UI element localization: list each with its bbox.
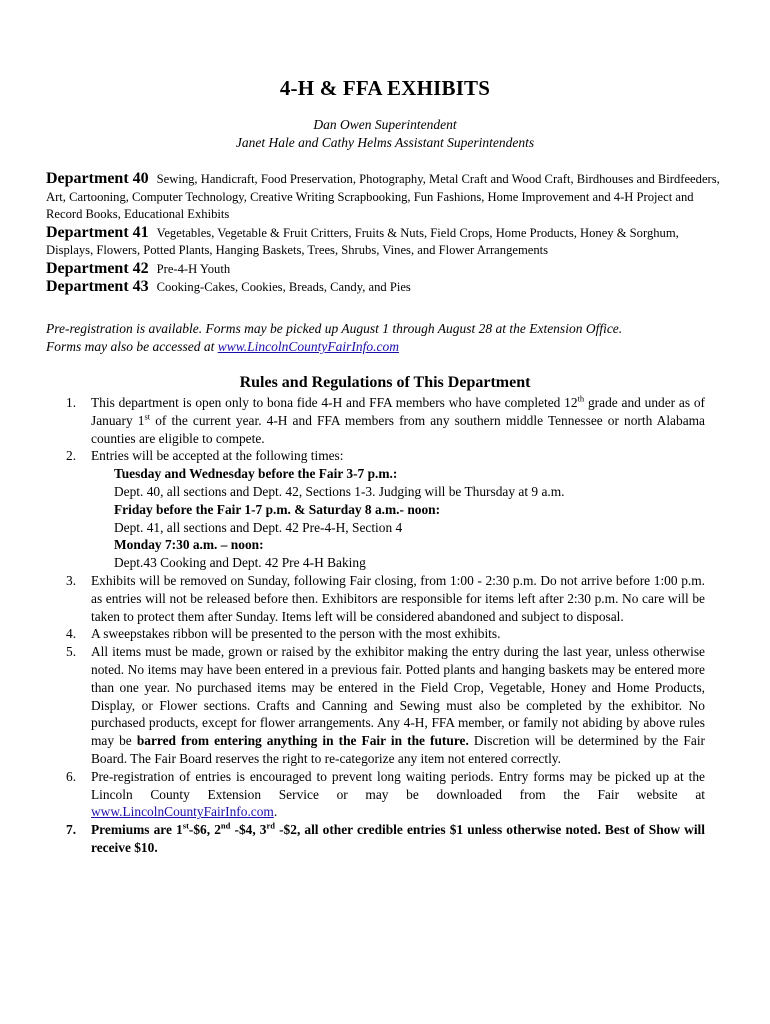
rules-list <box>42 394 705 857</box>
department-40 <box>46 170 726 224</box>
department-43 <box>46 278 726 297</box>
rule-2 <box>42 447 705 572</box>
rule-7 <box>42 821 705 857</box>
rule-emphasis: barred from entering anything in the Fair in the future. <box>136 733 469 749</box>
rule-text: Pre-registration of entries is encouraged to prevent long waiting periods. Entry forms may be picked up at the Lincoln County Extension Service or may be downloaded from the Fair website at <box>91 768 705 802</box>
rule-text: -$2, all other credible entries $1 unless otherwise noted. Best of Show will receive $10. <box>91 822 705 855</box>
rule-number: 7. <box>66 822 77 838</box>
preregistration-line: Pre-registration is available. Forms may be picked up August 1 through August 28 at the Extension Office. <box>46 321 623 336</box>
rule-number: 2. <box>66 448 77 464</box>
rule-number: 1. <box>66 395 77 410</box>
rule-number: 4. <box>66 626 77 642</box>
schedule-time: Tuesday and Wednesday before the Fair 3-7 p.m.: <box>114 466 398 482</box>
rule-text: Entries will be accepted at the following times: <box>91 448 344 464</box>
department-41 <box>46 224 726 260</box>
rule-3 <box>42 572 705 625</box>
department-name: Department 42 <box>46 259 149 277</box>
entry-schedule <box>91 465 705 572</box>
rule-4 <box>42 625 705 643</box>
schedule-time: Monday 7:30 a.m. – noon: <box>114 537 264 553</box>
schedule-time: Friday before the Fair 1-7 p.m. & Saturday 8 a.m.- noon: <box>114 501 441 517</box>
fair-website-link[interactable]: www.LincolnCountyFairInfo.com <box>217 339 399 354</box>
rule-text: of the current year. 4-H and FFA members from any southern middle Tennessee or north Alabama counties are eligible to compete. <box>91 412 705 446</box>
rule-1 <box>42 394 705 447</box>
rule-text: Premiums are 1 <box>91 822 183 838</box>
department-items: Cooking-Cakes, Cookies, Breads, Candy, and Pies <box>156 280 411 294</box>
rule-number: 6. <box>66 768 77 784</box>
department-name: Department 43 <box>46 278 149 295</box>
ordinal-suffix: st <box>144 411 151 422</box>
rule-text: A sweepstakes ribbon will be presented to the person with the most exhibits. <box>91 626 501 642</box>
rule-number: 3. <box>66 572 77 588</box>
assistant-superintendents-line: Janet Hale and Cathy Helms Assistant Superintendents <box>235 135 535 150</box>
department-42 <box>46 260 726 279</box>
rule-text: Exhibits will be removed on Sunday, following Fair closing, from 1:00 - 2:30 p.m. Do not arrive before 1:00 p.m. as entries will not be released before then. Exhibitors are responsible for items left after 2:30 p.m. No care will be taken to protect them after Sunday. Items left will be considered abandoned and subject to disposal. <box>91 572 705 624</box>
department-name: Department 40 <box>46 170 149 187</box>
ordinal-suffix: nd <box>220 820 231 831</box>
rule-text: All items must be made, grown or raised by the exhibitor making the entry during the last year, unless otherwise noted. No items may have been entered in a previous fair. Potted plants and hanging baskets may be entered more than one year. No purchased items may be entered in the Field Crop, Vegetable, Honey and Home Products, Display, or Flower sections. Crafts and Canning and Sewing must also be completed by the exhibitor. No purchased products, except for flower arrangements. Any 4-H, FFA member, or family not abiding by above rules may be <box>91 644 705 749</box>
rule-text: This department is open only to bona fide 4-H and FFA members who have completed 12 <box>91 395 578 410</box>
rule-text: Discretion will be determined by the Fair Board. The Fair Board reserves the right to re-categorize any item not entered correctly. <box>91 733 706 766</box>
rule-text: -$6, 2 <box>188 822 221 838</box>
ordinal-suffix: rd <box>266 820 275 831</box>
schedule-detail: Dept. 40, all sections and Dept. 42, Sections 1-3. Judging will be Thursday at 9 a.m. <box>114 483 565 499</box>
ordinal-suffix: st <box>182 820 189 831</box>
departments-list <box>46 170 726 297</box>
rule-6 <box>42 768 705 821</box>
rule-text: . <box>273 804 278 820</box>
department-items: Vegetables, Vegetable & Fruit Critters, Fruits & Nuts, Field Crops, Home Products, Honey & Sorghum, Displays, Flowers, Potted Plants, Hanging Baskets, Trees, Shrubs, Vines, and Flower Arrangements <box>46 225 679 257</box>
schedule-detail: Dept.43 Cooking and Dept. 42 Pre 4-H Baking <box>114 555 366 571</box>
rules-heading: Rules and Regulations of This Department <box>239 374 531 391</box>
superintendent-line: Dan Owen Superintendent <box>313 117 457 132</box>
rule-text: grade and under as of January 1 <box>91 395 706 428</box>
department-items: Sewing, Handicraft, Food Preservation, Photography, Metal Craft and Wood Craft, Birdhouses and Birdfeeders, Art, Cartooning, Computer Technology, Creative Writing Scrapbooking, Fun Fashions, Home Improvement and 4-H Project and Record Books, Educational Exhibits <box>46 172 720 221</box>
rule-number: 5. <box>66 644 77 660</box>
document-title: 4-H & FFA EXHIBITS <box>279 76 491 100</box>
department-items: Pre-4-H Youth <box>156 261 231 276</box>
rule-5 <box>42 643 705 768</box>
preregistration-note <box>46 320 736 356</box>
ordinal-suffix: th <box>577 393 585 404</box>
schedule-detail: Dept. 41, all sections and Dept. 42 Pre-4-H, Section 4 <box>114 519 403 535</box>
rule-text: -$4, 3 <box>230 822 267 838</box>
fair-website-link[interactable]: www.LincolnCountyFairInfo.com <box>91 804 274 820</box>
preregistration-access-line <box>46 338 736 356</box>
preregistration-prefix: Forms may also be accessed at <box>46 339 218 354</box>
department-name: Department 41 <box>46 223 149 241</box>
